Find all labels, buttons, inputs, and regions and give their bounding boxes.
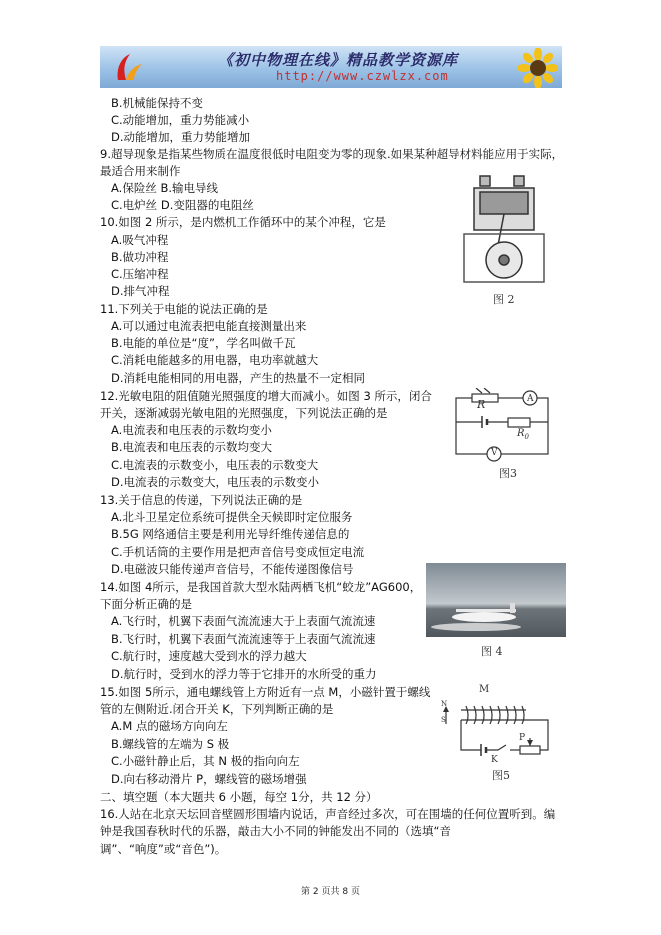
question-15: 15.如图 5所示，通电螺线管上方附近有一点 M，小磁针置于螺线 — [100, 685, 431, 699]
option-line: A.飞行时，机翼下表面气流流速大于上表面气流流速 — [111, 614, 376, 628]
text-line: C.动能增加，重力势能减小 — [111, 113, 250, 127]
section-heading: 二、填空题（本大题共 6 小题，每空 1分，共 12 分） — [100, 790, 378, 804]
option-line: A.M 点的磁场方向向左 — [111, 719, 228, 733]
option-line: B.5G 网络通信主要是利用光导纤维传递信息的 — [111, 527, 350, 541]
figure-5-n-label: N — [441, 700, 448, 708]
text-line: 最适合用来制作 — [100, 164, 181, 178]
text-line: D.动能增加，重力势能增加 — [111, 130, 251, 144]
option-line: C.压缩冲程 — [111, 267, 169, 281]
text-line: 开关，逐渐减弱光敏电阻的光照强度，下列说法正确的是 — [100, 406, 388, 420]
option-line: C.消耗电能越多的用电器，电功率就越大 — [111, 353, 319, 367]
option-line: B.电流表和电压表的示数均变大 — [111, 440, 273, 454]
option-line: C.电流表的示数变小，电压表的示数变大 — [111, 458, 319, 472]
question-12: 12.光敏电阻的阻值随光照强度的增大而减小。如图 3 所示，闭合 — [100, 389, 432, 403]
option-line: A.电流表和电压表的示数均变小 — [111, 423, 272, 437]
text-line: 钟是我国春秋时代的乐器，敲击大小不同的钟能发出不同的（选填“音 — [100, 824, 451, 838]
option-line: C.手机话筒的主要作用是把声音信号变成恒定电流 — [111, 545, 365, 559]
option-line: C.小磁针静止后，其 N 极的指向向左 — [111, 754, 300, 768]
figure-4-caption: 图 4 — [481, 645, 503, 658]
option-line: C.电炉丝 D.变阻器的电阻丝 — [111, 198, 254, 212]
option-line: D.排气冲程 — [111, 284, 170, 298]
figure-3-caption: 图3 — [499, 467, 517, 480]
option-line: D.消耗电能相同的用电器，产生的热量不一定相同 — [111, 371, 366, 385]
figure-3-voltmeter-label: V — [491, 448, 498, 458]
option-line: D.航行时，受到水的浮力等于它排开的水所受的重力 — [111, 667, 377, 681]
option-line: D.向右移动滑片 P，螺线管的磁场增强 — [111, 772, 307, 786]
text-line: 下面分析正确的是 — [100, 597, 192, 611]
option-line: C.航行时，速度越大受到水的浮力越大 — [111, 649, 307, 663]
option-line: B.电能的单位是“度”，学名叫做千瓦 — [111, 336, 296, 350]
figure-3-r-label: R — [477, 398, 486, 411]
figure-3-r0-label: $R_0$ — [517, 428, 529, 441]
question-10: 10.如图 2 所示，是内燃机工作循环中的某个冲程，它是 — [100, 215, 386, 229]
option-line: B.做功冲程 — [111, 250, 169, 264]
text-line: 调”、“响度”或“音色”)。 — [100, 842, 227, 856]
figure-5-caption: 图5 — [492, 769, 510, 782]
option-line: A.吸气冲程 — [111, 233, 169, 247]
banner-title: 《初中物理在线》精品教学资源库 — [218, 51, 459, 69]
option-line: A.保险丝 B.输电导线 — [111, 181, 219, 195]
page-footer: 第 2 页共 8 页 — [301, 887, 360, 897]
text-line: B.机械能保持不变 — [111, 96, 204, 110]
text-line: 管的左侧附近.闭合开关 K，下列判断正确的是 — [100, 702, 334, 716]
figure-2-engine — [456, 170, 552, 290]
figure-5-m-label: M — [479, 684, 490, 695]
option-line: A.北斗卫星定位系统可提供全天候即时定位服务 — [111, 510, 353, 524]
option-line: B.螺线管的左端为 S 极 — [111, 737, 230, 751]
figure-5-p-label: P — [519, 733, 526, 743]
figure-3-ammeter-label: A — [527, 394, 534, 404]
option-line: A.可以通过电流表把电能直接测量出来 — [111, 319, 307, 333]
question-11: 11.下列关于电能的说法正确的是 — [100, 302, 268, 316]
option-line: D.电磁波只能传递声音信号，不能传递图像信号 — [111, 562, 354, 576]
figure-5-s-label: S — [441, 716, 446, 724]
banner-url[interactable]: http://www.czwlzx.com — [276, 69, 449, 83]
figure-2-caption: 图 2 — [493, 293, 515, 306]
question-14: 14.如图 4所示，是我国首款大型水陆两栖飞机“蛟龙”AG600， — [100, 580, 422, 594]
figure-3-circuit — [448, 388, 560, 468]
question-9: 9.超导现象是指某些物质在温度很低时电阻变为零的现象.如果某种超导材料能应用于实际， — [100, 147, 564, 161]
option-line: D.电流表的示数变大，电压表的示数变小 — [111, 475, 320, 489]
option-line: B.飞行时，机翼下表面气流流速等于上表面气流流速 — [111, 632, 376, 646]
question-13: 13.关于信息的传递，下列说法正确的是 — [100, 493, 303, 507]
question-16: 16.人站在北京天坛回音壁圆形围墙内说话，声音经过多次，可在围墙的任何位置听到。编 — [100, 807, 556, 821]
figure-5-k-label: K — [491, 755, 498, 765]
